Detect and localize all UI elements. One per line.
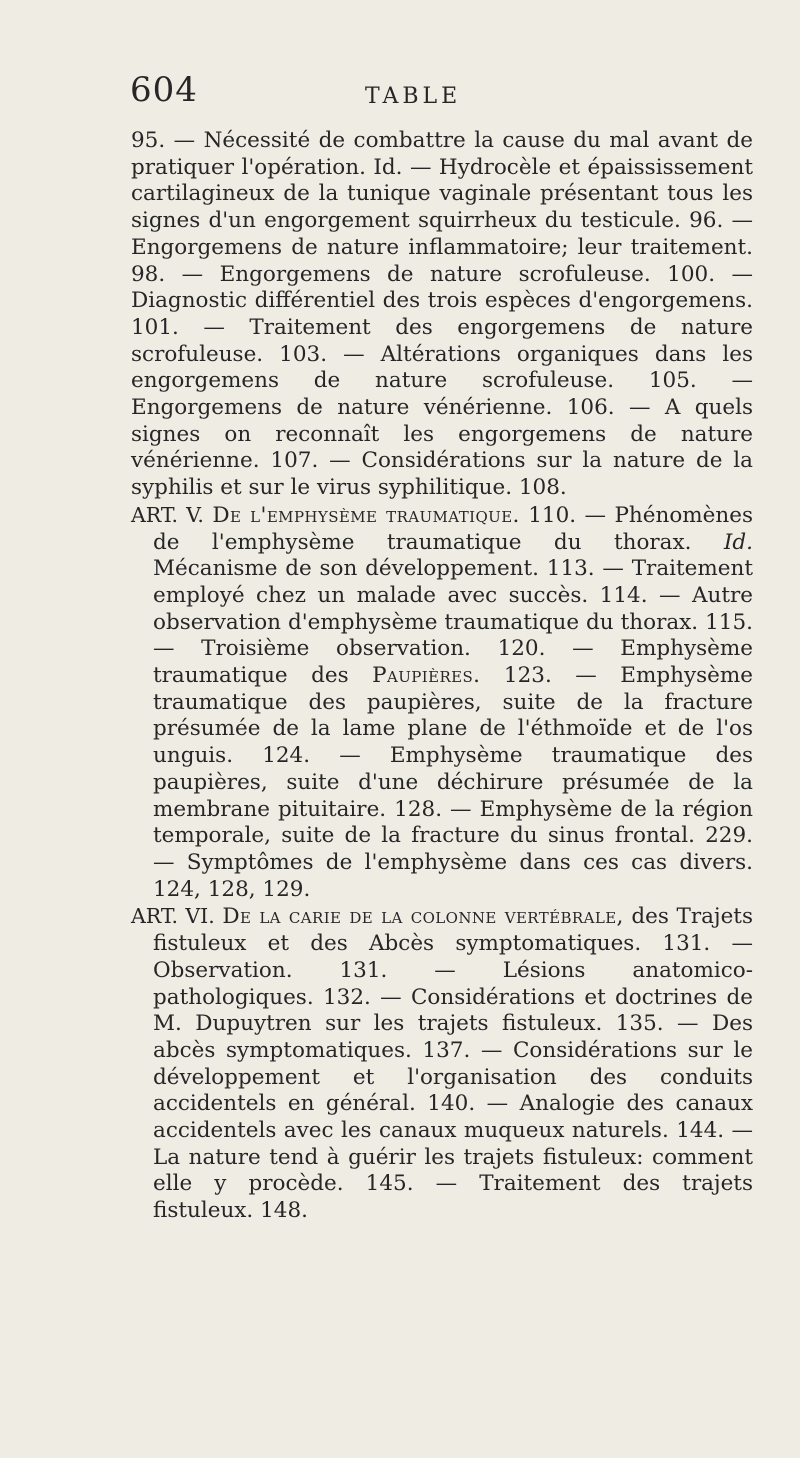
article-v-text-a: 110. — Phénomènes de l'emphysème traumatique du thorax. <box>153 502 753 555</box>
article-vi-label: ART. VI. <box>131 904 215 929</box>
article-vi-text: des Trajets fistuleux et des Abcès symptomatiques. 131. — Observation. 131. — Lésions anatomico-pathologiques. 132. — Considérations et doctrines de M. Dupuytren sur les trajets fistuleux. 135. — Des abcès symptomatiques. 137. — Considérations sur le développement et l'organisation des conduits accidentels en général. 140. — Analogie des canaux accidentels avec les canaux muqueux naturels. 144. — La nature tend à guérir les trajets fistuleux: comment elle y procède. 145. — Traitement des trajets fistuleux. 148. <box>153 904 753 1224</box>
table-body <box>131 128 753 1225</box>
article-v-text-c: 123. — Emphysème traumatique des paupières, suite de la fracture présumée de la lame plane de l'éthmoïde et de l'os unguis. 124. — Emphysème traumatique des paupières, suite d'une déchirure présumée de la membrane pituitaire. 128. — Emphysème de la région temporale, suite de la fracture du sinus frontal. 229. — Symptômes de l'emphysème dans ces cas divers. 124, 128, 129. <box>153 663 753 902</box>
running-title: TABLE <box>365 84 462 109</box>
article-v-paupieres: Paupières. <box>372 663 481 689</box>
article-v-label: ART. V. <box>131 502 204 527</box>
page-number: 604 <box>130 70 198 110</box>
article-v-text-b: Mécanisme de son développement. 113. — Traitement employé chez un malade avec succès. 114. — Autre observation d'emphysème traumatique du thorax. 115. — Troisième observation. 120. — Emphysème traumatique des <box>153 556 753 689</box>
article-vi-title: De la carie de la colonne vertébrale, <box>222 904 624 930</box>
article-v-title: De l'emphysème traumatique. <box>212 502 520 528</box>
page-header <box>130 70 750 120</box>
article-v <box>131 502 753 904</box>
article-v-id: Id. <box>723 529 753 555</box>
entry-paragraph: 95. — Nécessité de combattre la cause du mal avant de pratiquer l'opération. Id. — Hydrocèle et épaississement cartilagineux de la tunique vaginale présentant tous les signes d'un engorgement squirrheux du testicule. 96. — Engorgemens de nature inflammatoire; leur traitement. 98. — Engorgemens de nature scrofuleuse. 100. — Diagnostic différentiel des trois espèces d'engorgemens. 101. — Traitement des engorgemens de nature scrofuleuse. 103. — Altérations organiques dans les engorgemens de nature scrofuleuse. 105. — Engorgemens de nature vénérienne. 106. — A quels signes on reconnaît les engorgemens de nature vénérienne. 107. — Considérations sur la nature de la syphilis et sur le virus syphilitique. 108. <box>131 128 753 501</box>
article-vi <box>131 903 753 1224</box>
